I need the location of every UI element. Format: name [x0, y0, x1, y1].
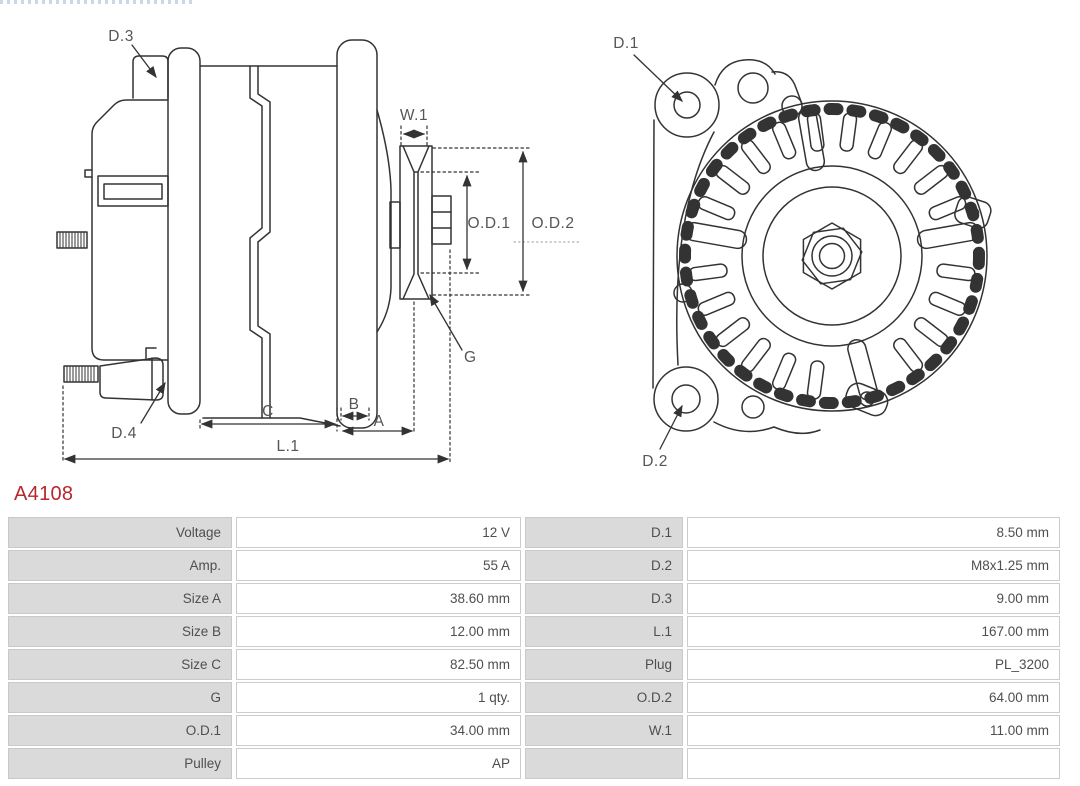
spec-value-cell: 8.50 mm	[687, 517, 1060, 548]
shaft-nut-front	[797, 218, 868, 293]
spec-value-cell: 12.00 mm	[236, 616, 521, 647]
lug-hole-d1	[674, 92, 700, 118]
spec-label-cell: O.D.1	[8, 715, 232, 746]
leader-g	[430, 295, 462, 350]
dim-label-c: C	[262, 403, 274, 420]
lug-hole-d2-boss	[654, 367, 718, 431]
mounting-boss-d4	[100, 358, 163, 400]
spec-label-cell: O.D.2	[525, 682, 683, 713]
dim-label-od1: O.D.1	[467, 215, 511, 232]
spec-label-cell: Plug	[525, 649, 683, 680]
spec-label-cell: Pulley	[8, 748, 232, 779]
spec-label-cell: Amp.	[8, 550, 232, 581]
dimension-arrows	[65, 45, 523, 459]
spec-value-cell: 11.00 mm	[687, 715, 1060, 746]
spec-label-cell	[525, 748, 683, 779]
spec-value-cell: 38.60 mm	[236, 583, 521, 614]
terminal-stud-top	[57, 232, 87, 248]
rim-serration	[685, 109, 979, 403]
shaft-nut	[432, 196, 451, 244]
dim-label-g: G	[464, 349, 477, 366]
spec-label-cell: W.1	[525, 715, 683, 746]
product-code: A4108	[14, 483, 74, 505]
dim-label-d2: D.2	[642, 453, 668, 470]
dim-label-d1: D.1	[613, 35, 639, 52]
spec-value-cell	[687, 748, 1060, 779]
dim-label-od2: O.D.2	[531, 215, 575, 232]
alternator-front-view	[613, 35, 993, 470]
spec-value-cell: AP	[236, 748, 521, 779]
spec-value-cell: 82.50 mm	[236, 649, 521, 680]
spec-label-cell: D.1	[525, 517, 683, 548]
spec-label-cell: D.2	[525, 550, 683, 581]
spec-table	[8, 517, 1064, 779]
spec-value-cell: 34.00 mm	[236, 715, 521, 746]
leader-d1	[634, 55, 682, 101]
dim-label-d4: D.4	[111, 425, 137, 442]
alternator-side-view	[57, 28, 580, 463]
ear-d3	[133, 56, 168, 98]
spec-value-cell: 167.00 mm	[687, 616, 1060, 647]
dim-label-l1: L.1	[276, 438, 300, 455]
spec-label-cell: Size A	[8, 583, 232, 614]
dim-label-w1: W.1	[399, 107, 429, 124]
dim-label-b: B	[348, 396, 360, 413]
housing-seam	[250, 66, 262, 418]
drive-cone	[377, 110, 391, 332]
spec-label-cell: Voltage	[8, 517, 232, 548]
leader-d3	[132, 45, 156, 77]
spec-label-cell: L.1	[525, 616, 683, 647]
lug-hole-d2	[672, 385, 700, 413]
leader-d2	[660, 406, 682, 449]
spec-value-cell: 9.00 mm	[687, 583, 1060, 614]
body-rim	[677, 101, 987, 411]
spec-label-cell: G	[8, 682, 232, 713]
leader-d4	[141, 383, 165, 423]
spec-label-cell: Size C	[8, 649, 232, 680]
spec-value-cell: 55 A	[236, 550, 521, 581]
lug-hole-d1-boss	[655, 73, 719, 137]
rear-flange	[168, 48, 200, 414]
terminal-stud-bottom	[64, 366, 98, 382]
spec-label-cell: Size B	[8, 616, 232, 647]
dim-label-a: A	[373, 413, 385, 430]
spec-value-cell: PL_3200	[687, 649, 1060, 680]
pulley	[400, 146, 432, 299]
front-flange	[337, 40, 377, 428]
dim-label-d3: D.3	[108, 28, 134, 45]
spec-value-cell: 64.00 mm	[687, 682, 1060, 713]
spec-value-cell: 12 V	[236, 517, 521, 548]
spec-value-cell: 1 qty.	[236, 682, 521, 713]
spec-value-cell: M8x1.25 mm	[687, 550, 1060, 581]
spec-label-cell: D.3	[525, 583, 683, 614]
rear-housing	[92, 100, 168, 360]
